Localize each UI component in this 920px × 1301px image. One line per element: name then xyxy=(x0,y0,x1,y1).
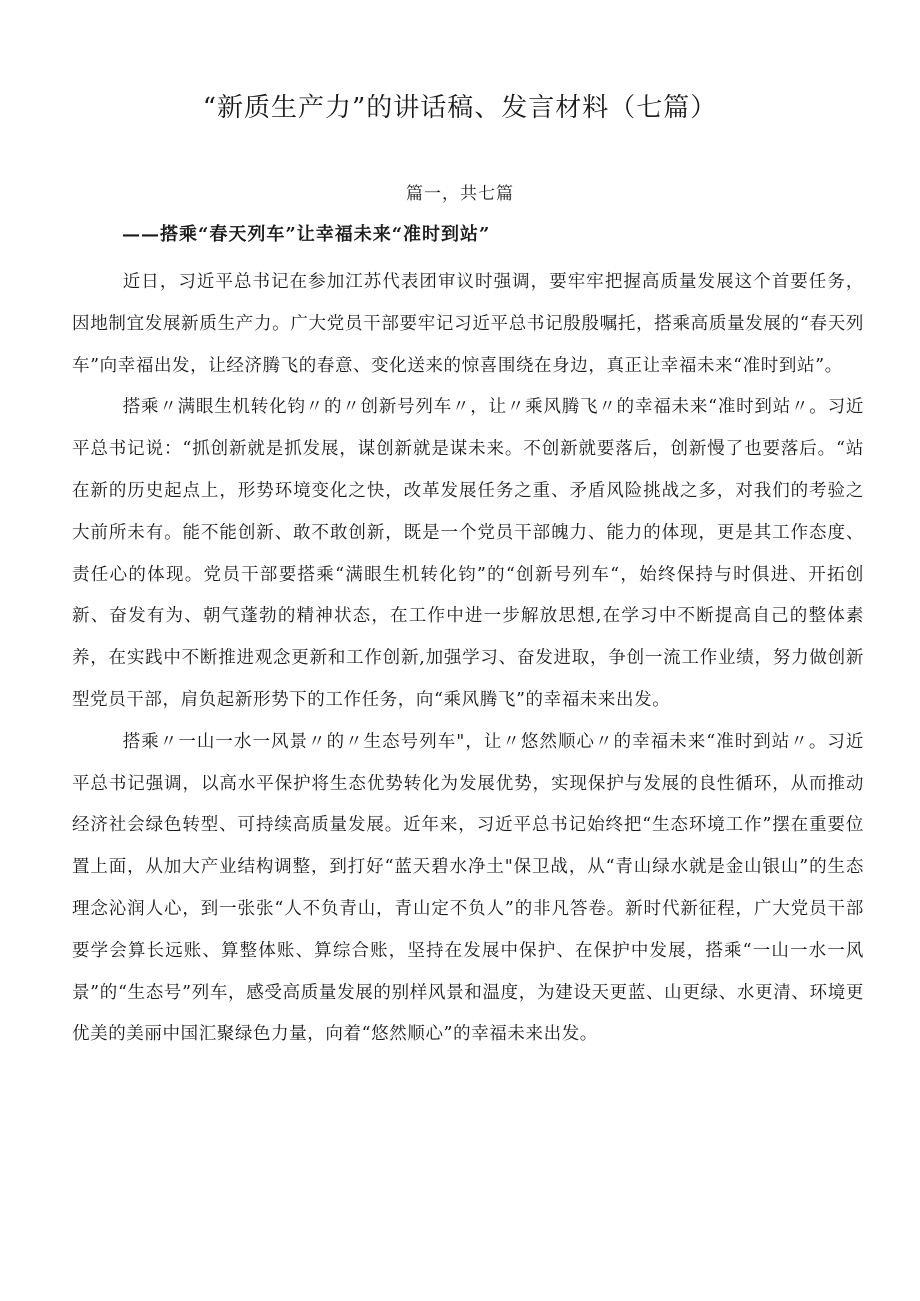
paragraph: 近日，习近平总书记在参加江苏代表团审议时强调，要牢牢把握高质量发展这个首要任务，因地制宜发展新质生产力。广大党员干部要牢记习近平总书记殷殷嘱托，搭乘高质量发展的“春天列车”向幸福出发，让经济腾飞的春意、变化送来的惊喜围绕在身边，真正让幸福未来“准时到站”。 xyxy=(72,272,864,376)
document-body xyxy=(72,262,864,1056)
paragraph: 搭乘〃满眼生机转化钧〃的〃创新号列车〃，让〃乘风腾飞〃的幸福未来“准时到站〃。习近平总书记说：“抓创新就是抓发展，谋创新就是谋未来。不创新就要落后，创新慢了也要落后。“站在新的历史起点上，形势环境变化之快，改革发展任务之重、矛盾风险挑战之多，对我们的考验之大前所未有。能不能创新、敢不敢创新，既是一个党员干部魄力、能力的体现，更是其工作态度、责任心的体现。党员干部要搭乘“满眼生机转化钧”的“创新号列车“，始终保持与时俱进、开拓创新、奋发有为、朝气蓬勃的精神状态，在工作中进一步解放思想,在学习中不断提高自己的整体素养，在实践中不断推进观念更新和工作创新,加强学习、奋发进取，争创一流工作业绩，努力做创新型党员干部，肩负起新形势下的工作任务，向“乘风腾飞”的幸福未来出发。 xyxy=(72,397,864,710)
section-header: 篇一，共七篇 xyxy=(406,184,514,204)
section-subtitle: ——搭乘“春天列车”让幸福未来“准时到站” xyxy=(122,224,491,245)
paragraph: 搭乘〃一山一水一风景〃的〃生态号列车"，让〃悠然顺心〃的幸福未来“准时到站〃。习近平总书记强调，以高水平保护将生态优势转化为发展优势，实现保护与发展的良性循环，从而推动经济社会绿色转型、可持续高质量发展。近年来，习近平总书记始终把“生态环境工作”摆在重要位置上面，从加大产业结构调整，到打好“蓝天碧水净土"保卫战，从“青山绿水就是金山银山”的生态理念沁润人心，到一张张“人不负青山，青山定不负人”的非凡答卷。新时代新征程，广大党员干部要学会算长远账、算整体账、算综合账，坚持在发展中保护、在保护中发展，搭乘“一山一水一风景”的“生态号”列车，感受高质量发展的别样风景和温度，为建设天更蓝、山更绿、水更清、环境更优美的美丽中国汇聚绿色力量，向着“悠然顺心”的幸福未来出发。 xyxy=(72,731,864,1045)
document-title: “新质生产力”的讲话稿、发言材料（七篇） xyxy=(202,93,718,123)
